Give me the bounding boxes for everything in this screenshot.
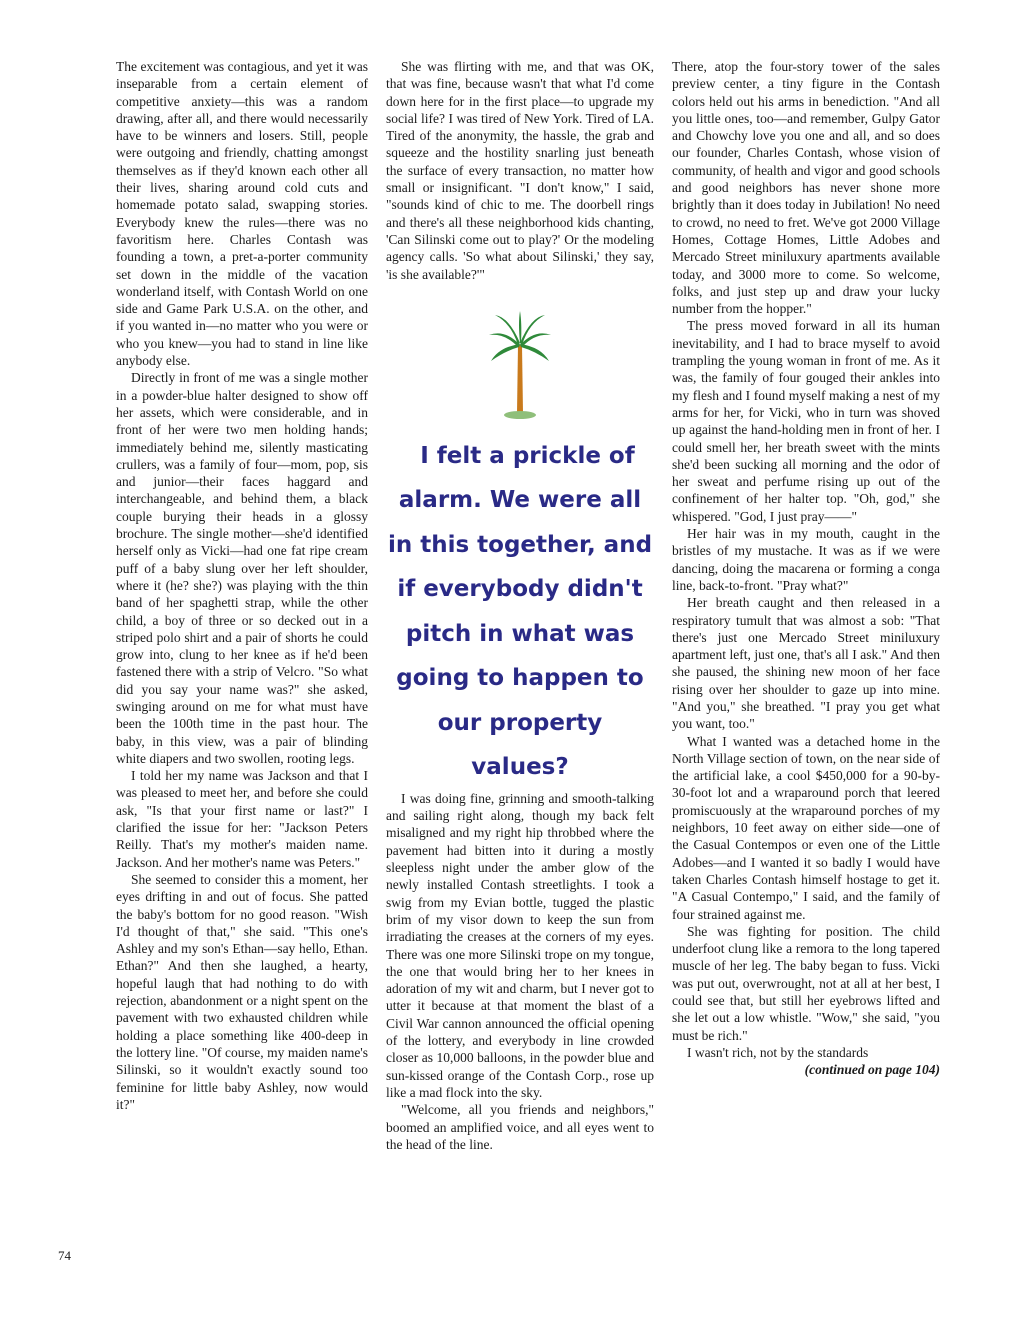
paragraph: I wasn't rich, not by the standards <box>687 1044 869 1060</box>
paragraph: There, atop the four-story tower of the sales preview center, a tiny figure in the Contash colors held out his arms in benediction. "And all you little ones, too—and remember, Gulpy Gator and Chowchy love you one and all, and so does our founder, Charles Contash, whose vision of community, of health and vigor and good schools and good neighbors has never shone more brightly than it does today in Jubilation! No need to crowd, no need to fret. We've got 2000 Village Homes, Cottage Homes, Little Adobes and Mercado Street miniluxury apartments available today, and 3000 more to come. So welcome, folks, and just step up and draw your lucky number from the hopper." <box>672 59 940 317</box>
paragraph: I was doing fine, grinning and smooth-talking and sailing right along, though my back felt misaligned and my right hip throbbed where the pavement had bitten into it during a mostly sleepless night under the amber glow of the newly installed Contash streetlights. I took a swig from my Evian bottle, tugged the plastic brim of my visor down to keep the sun from irradiating the creases at the corners of my eyes. There was one more Silinski trope on my tongue, the one that would bring her to her knees in adoration of my wit and charm, but I never got to utter it because at that moment the blast of a Civil War cannon announced the official opening of the lottery, and everybody in line crowded closer as 10,000 balloons, in the powder blue and sun-kissed orange of the Contash Corp., rose up like a mad flock into the sky. <box>386 790 654 1100</box>
column-1 <box>116 58 368 1113</box>
paragraph: "Welcome, all you friends and neighbors," boomed an amplified voice, and all eyes went to the head of the line. <box>386 1102 654 1152</box>
page-number: 74 <box>58 1248 71 1263</box>
column-2 <box>386 58 654 1153</box>
paragraph: I told her my name was Jackson and that I was pleased to meet her, and before she could ask, "Is that your first name or last?" I clarified the issue for her: "Jackson Peters Reilly. That's my mother's maiden name. Jackson. And her mother's name was Peters." <box>116 768 368 870</box>
palm-tree-icon <box>485 309 555 424</box>
paragraph: Her hair was in my mouth, caught in the bristles of my mustache. It was as if we were dancing, doing the macarena or forming a conga line, back-to-front. "Pray what?" <box>672 526 940 593</box>
pull-quote: I felt a prickle of alarm. We were all in this together, and if everybody didn't pitch in what was going to happen to our property values? <box>387 442 653 781</box>
paragraph: Directly in front of me was a single mother in a powder-blue halter designed to show off her assets, which were considerable, and in front of her were two men holding hands; immediately behind me, silently masticating crullers, was a family of four—mom, pop, sis and junior—their faces haggard and interchangeable, and behind them, a black couple burying their heads in a glossy brochure. The single mother—she'd identified herself only as Vicki—had one fat ripe cream puff of a baby slung over her left shoulder, where it (he? she?) was playing with the thin band of her spaghetti strap, while the other child, a boy of three or so decked out in a striped polo shirt and a pair of shorts he could grow into, clung to her knee as if he'd been fastened there with a strip of Velcro. "So what did you say your name was?" she asked, swinging around on me for what must have been the 100th time in the past hour. The baby, in this view, was a pair of blinding white diapers and two swollen, rooting legs. <box>116 370 368 766</box>
continued-note: (continued on page 104) <box>804 1062 940 1078</box>
paragraph: Her breath caught and then released in a respiratory tumult that was almost a sob: "That there's just one Mercado Street miniluxury apartment left, just one, that's all I ask." And then she paused, the shining new moon of her face rising over her shoulder to gaze up into mine. "And you," she breathed. "I pray you get what you want, too." <box>672 595 940 732</box>
paragraph: She was flirting with me, and that was OK, that was fine, because wasn't that what I'd come down here for in the first place—to upgrade my social life? I was tired of New York. Tired of LA. Tired of the anonymity, the hassle, the grab and squeeze and the hostility snarling just beneath the surface of every transaction, no matter how small or insignificant. "I don't know," I said, "sounds kind of chic to me. The doorbell rings and there's all these neighborhood kids chanting, 'Can Silinski come out to play?' Or the modeling agency calls. 'So what about Silinski,' they say, 'is she available?'" <box>386 59 654 282</box>
paragraph: The excitement was contagious, and yet it was inseparable from a certain element of competitive anxiety—this was a random drawing, after all, and there would necessarily have to be winners and losers. Still, people were outgoing and friendly, chatting amongst themselves as if they'd known each other all their lives, sharing around cold cuts and homemade potato salad, swapping stories. Everybody knew the rules—there was no favoritism here. Charles Contash was founding a town, a pret-a-porter community set down in the middle of the vacation wonderland itself, with Contash World on one side and Game Park U.S.A. on the other, and if you wanted in—no matter who you were or who you knew—you had to stand in line like anybody else. <box>116 59 368 369</box>
paragraph: What I wanted was a detached home in the North Village section of town, on the near side of the artificial lake, a cool $450,000 for a 90-by-30-foot lot and a wraparound porch that leered promiscuously at the wraparound porches of my neighbors, 10 feet away on either side—one of the Casual Contempos or even one of the Little Adobes—and I wanted it so badly I would have taken Charles Contash himself hostage to get it. "A Casual Contempo," I said, and the family of four strained against me. <box>672 733 940 922</box>
paragraph: She was fighting for position. The child underfoot clung like a remora to the long tapered muscle of her leg. The baby began to fuss. Vicki was put out, overwrought, not at all at her best, I could see that, but still her eyebrows lifted and she let out a low whistle. "Wow," she said, "you must be rich." <box>672 923 940 1043</box>
paragraph: She seemed to consider this a moment, her eyes drifting in and out of focus. She patted the baby's bottom for no good reason. "Wish I'd thought of that," she said. "This one's Ashley and my son's Ethan—say hello, Ethan. Ethan?" And then she laughed, a hearty, hopeful laugh that had nothing to do with rejection, abandonment or a night spent on the pavement with two exhausted children while holding a place something like 400-deep in the lottery line. "Of course, my maiden name's Silinski, so it wouldn't exactly sound too feminine for little baby Ashley, now would it?" <box>116 871 368 1112</box>
column-3 <box>672 58 940 1079</box>
paragraph: The press moved forward in all its human inevitability, and I had to brace myself to avoid trampling the young woman in front of me. As it was, the family of four gouged their ankles into my flesh and I found myself making a nest of my arms for her, for Vicki, who in turn was shoved up against the hand-holding men in front of her. I could smell her, her breath sweet with the mints she'd been sucking all morning and the odor of her sweat and perfume rising up out of the confinement of her halter top. "Oh, god," she whispered. "God, I just pray——" <box>672 318 940 524</box>
